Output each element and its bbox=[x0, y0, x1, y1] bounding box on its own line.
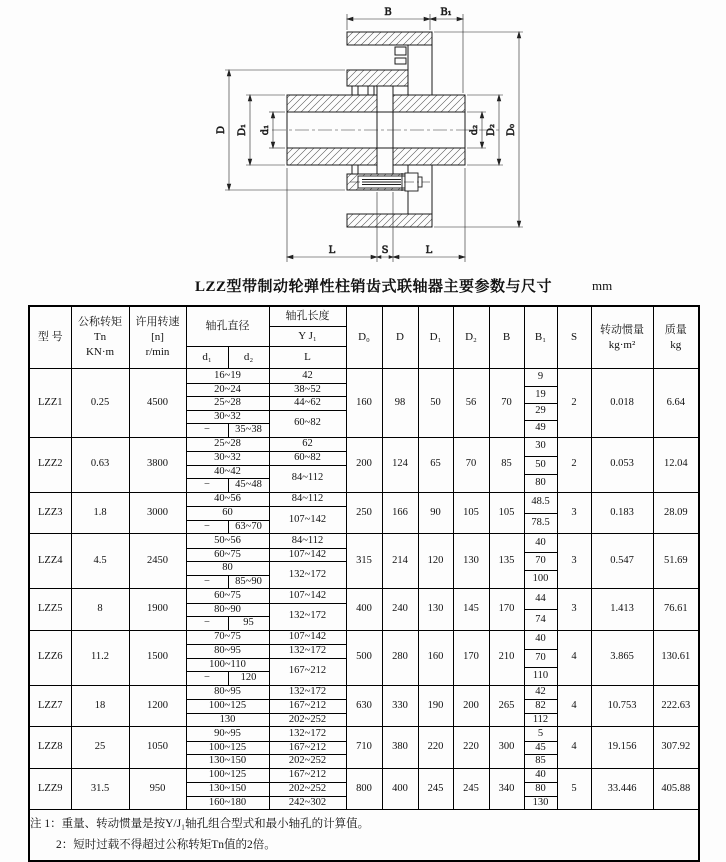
bore-subrow: 60 bbox=[187, 506, 269, 520]
bore-subrow bbox=[187, 616, 269, 630]
col-D: D bbox=[382, 306, 418, 369]
bore-subrow: 25~28 bbox=[187, 396, 269, 410]
cell-bore-length bbox=[269, 589, 346, 631]
cell-mass: 307.92 bbox=[653, 727, 699, 769]
cell-speed: 1050 bbox=[129, 727, 186, 769]
col-mass: 质量 kg bbox=[653, 306, 699, 369]
b1-subrow: 85 bbox=[525, 754, 557, 768]
cell-torque: 25 bbox=[71, 727, 129, 769]
bore-subrow: 25~28 bbox=[214, 438, 241, 449]
cell-D1: 130 bbox=[418, 589, 453, 631]
cell-D1: 245 bbox=[418, 768, 453, 810]
unit-label: mm bbox=[592, 278, 613, 293]
cell-S: 4 bbox=[557, 630, 591, 685]
col-S: S bbox=[557, 306, 591, 369]
dimension-B1 bbox=[430, 7, 463, 21]
cell-D2: 105 bbox=[453, 492, 489, 534]
cell-bore-length bbox=[269, 437, 346, 492]
note-1: 注 1：重量、转动惯量是按Y/J₁轴孔组合型式和最小轴孔的计算值。 bbox=[30, 817, 370, 830]
length-subrow: 202~252 bbox=[270, 782, 346, 796]
table-header-row bbox=[29, 306, 699, 369]
cell-S: 2 bbox=[557, 437, 591, 492]
cell-D: 400 bbox=[382, 768, 418, 810]
cell-torque: 1.8 bbox=[71, 492, 129, 534]
bore-subrow: 30~32 bbox=[187, 451, 269, 465]
col-D1: D₁ bbox=[418, 306, 453, 369]
cell-mass: 76.61 bbox=[653, 589, 699, 631]
bore-subrow: 60~75 bbox=[214, 589, 241, 601]
svg-text:L: L bbox=[425, 245, 433, 256]
cell-bore-diameter bbox=[186, 492, 269, 534]
cell-torque: 4.5 bbox=[71, 534, 129, 589]
bore-subrow: 80~90 bbox=[187, 603, 269, 617]
cell-bore-diameter bbox=[186, 768, 269, 810]
bore-d1-value: − bbox=[187, 617, 229, 630]
length-subrow: 132~172 bbox=[270, 644, 346, 658]
cell-D: 124 bbox=[382, 437, 418, 492]
col-model: 型 号 bbox=[29, 306, 71, 369]
cell-B1 bbox=[524, 492, 557, 534]
cell-D: 166 bbox=[382, 492, 418, 534]
bore-subrow bbox=[187, 575, 269, 589]
cell-D0: 200 bbox=[346, 437, 382, 492]
col-bore-length: 轴孔长度 Y J₁ L bbox=[269, 306, 346, 369]
length-subrow: 62 bbox=[302, 438, 313, 449]
cell-inertia: 1.413 bbox=[591, 589, 653, 631]
bore-subrow: 90~95 bbox=[214, 727, 241, 739]
cell-model: LZZ1 bbox=[29, 369, 71, 438]
b1-subrow: 80 bbox=[525, 782, 557, 796]
bore-d2-value: 120 bbox=[240, 672, 257, 683]
pin-bolt bbox=[350, 173, 430, 191]
b1-subrow: 130 bbox=[525, 796, 557, 810]
svg-text:D₀: D₀ bbox=[506, 123, 517, 137]
cell-speed: 1500 bbox=[129, 630, 186, 685]
cell-mass: 6.64 bbox=[653, 369, 699, 438]
cell-D2: 200 bbox=[453, 685, 489, 727]
table-row bbox=[29, 492, 699, 534]
length-subrow: 167~212 bbox=[270, 658, 346, 685]
cell-B: 340 bbox=[489, 768, 524, 810]
cell-D2: 170 bbox=[453, 630, 489, 685]
cell-D2: 56 bbox=[453, 369, 489, 438]
length-subrow: 242~302 bbox=[270, 796, 346, 810]
b1-subrow: 29 bbox=[525, 403, 557, 420]
length-subrow: 107~142 bbox=[288, 631, 327, 642]
bore-subrow: 50~56 bbox=[214, 534, 241, 546]
cell-bore-length bbox=[269, 369, 346, 438]
length-subrow: 132~172 bbox=[270, 603, 346, 630]
bore-subrow: 80~95 bbox=[214, 686, 241, 697]
length-subrow: 84~112 bbox=[291, 534, 324, 546]
cell-bore-diameter bbox=[186, 630, 269, 685]
cell-bore-length bbox=[269, 534, 346, 589]
table-row bbox=[29, 437, 699, 492]
cell-D: 98 bbox=[382, 369, 418, 438]
cell-D0: 500 bbox=[346, 630, 382, 685]
cell-speed: 950 bbox=[129, 768, 186, 810]
cell-D2: 145 bbox=[453, 589, 489, 631]
bore-subrow: 160~180 bbox=[187, 796, 269, 810]
cell-D1: 120 bbox=[418, 534, 453, 589]
svg-text:B: B bbox=[384, 7, 392, 18]
cell-mass: 130.61 bbox=[653, 630, 699, 685]
bore-subrow: 70~75 bbox=[214, 631, 241, 642]
cell-model: LZZ4 bbox=[29, 534, 71, 589]
cell-speed: 2450 bbox=[129, 534, 186, 589]
length-subrow: 44~62 bbox=[270, 396, 346, 410]
cell-torque: 8 bbox=[71, 589, 129, 631]
cell-mass: 28.09 bbox=[653, 492, 699, 534]
cell-model: LZZ8 bbox=[29, 727, 71, 769]
cell-D: 214 bbox=[382, 534, 418, 589]
cell-inertia: 19.156 bbox=[591, 727, 653, 769]
page-title: LZZ型带制动轮弹性柱销齿式联轴器主要参数与尺寸 bbox=[195, 279, 553, 295]
bore-subrow: 40~42 bbox=[187, 465, 269, 479]
b1-subrow: 42 bbox=[535, 686, 546, 697]
table-row bbox=[29, 534, 699, 589]
bore-subrow: 130~150 bbox=[187, 754, 269, 768]
cell-bore-diameter bbox=[186, 369, 269, 438]
col-speed: 许用转速 [n] r/min bbox=[129, 306, 186, 369]
bore-subrow: 30~32 bbox=[187, 410, 269, 424]
table-row bbox=[29, 685, 699, 727]
cell-D: 240 bbox=[382, 589, 418, 631]
bore-d1-value: − bbox=[187, 424, 229, 437]
cell-D1: 190 bbox=[418, 685, 453, 727]
svg-text:B₁: B₁ bbox=[440, 7, 452, 18]
length-subrow: 107~142 bbox=[270, 506, 346, 533]
cell-S: 3 bbox=[557, 492, 591, 534]
bore-subrow: 80 bbox=[187, 561, 269, 575]
bore-subrow bbox=[187, 671, 269, 685]
svg-text:D: D bbox=[216, 125, 227, 135]
title-row bbox=[0, 273, 726, 301]
cell-B: 85 bbox=[489, 437, 524, 492]
col-D0: D₀ bbox=[346, 306, 382, 369]
bore-d2-value: 45~48 bbox=[235, 479, 262, 490]
bore-d2-value: 85~90 bbox=[235, 575, 262, 587]
col-bore-diameter: 轴孔直径 d₁ d₂ bbox=[186, 306, 269, 369]
col-B: B bbox=[489, 306, 524, 369]
cell-torque: 31.5 bbox=[71, 768, 129, 810]
cell-torque: 0.63 bbox=[71, 437, 129, 492]
cell-torque: 11.2 bbox=[71, 630, 129, 685]
cell-B: 105 bbox=[489, 492, 524, 534]
cell-bore-diameter bbox=[186, 589, 269, 631]
cell-S: 4 bbox=[557, 727, 591, 769]
bore-subrow: 100~110 bbox=[187, 658, 269, 672]
length-subrow: 84~112 bbox=[291, 493, 324, 504]
cell-B: 210 bbox=[489, 630, 524, 685]
b1-subrow: 70 bbox=[525, 649, 557, 667]
cell-inertia: 10.753 bbox=[591, 685, 653, 727]
cell-S: 3 bbox=[557, 589, 591, 631]
cell-D0: 710 bbox=[346, 727, 382, 769]
cell-B: 135 bbox=[489, 534, 524, 589]
cell-speed: 4500 bbox=[129, 369, 186, 438]
cell-D1: 160 bbox=[418, 630, 453, 685]
note-2: 2：短时过载不得超过公称转矩Tn值的2倍。 bbox=[56, 839, 276, 851]
cell-D: 380 bbox=[382, 727, 418, 769]
cell-D0: 160 bbox=[346, 369, 382, 438]
b1-subrow: 5 bbox=[537, 727, 544, 739]
bore-subrow bbox=[187, 423, 269, 437]
cell-S: 3 bbox=[557, 534, 591, 589]
bore-d2-value: 95 bbox=[243, 617, 254, 628]
length-subrow: 167~212 bbox=[270, 741, 346, 755]
cell-B: 265 bbox=[489, 685, 524, 727]
col-torque: 公称转矩 Tn KN·m bbox=[71, 306, 129, 369]
cell-B1 bbox=[524, 437, 557, 492]
cell-D0: 400 bbox=[346, 589, 382, 631]
col-inertia: 转动惯量 kg·m² bbox=[591, 306, 653, 369]
cell-B1 bbox=[524, 768, 557, 810]
cell-D1: 90 bbox=[418, 492, 453, 534]
b1-subrow: 70 bbox=[525, 552, 557, 570]
bore-d2-value: 63~70 bbox=[235, 520, 262, 532]
cell-speed: 3000 bbox=[129, 492, 186, 534]
svg-text:L: L bbox=[328, 245, 336, 256]
b1-subrow: 30 bbox=[535, 440, 546, 452]
cell-bore-diameter bbox=[186, 685, 269, 727]
b1-subrow: 40 bbox=[535, 536, 546, 548]
length-subrow: 202~252 bbox=[270, 754, 346, 768]
cell-bore-length bbox=[269, 630, 346, 685]
cell-torque: 0.25 bbox=[71, 369, 129, 438]
b1-subrow: 40 bbox=[535, 769, 546, 780]
cell-torque: 18 bbox=[71, 685, 129, 727]
cell-D1: 220 bbox=[418, 727, 453, 769]
cell-S: 2 bbox=[557, 369, 591, 438]
cell-D: 280 bbox=[382, 630, 418, 685]
cell-bore-diameter bbox=[186, 437, 269, 492]
bore-subrow: 130 bbox=[187, 713, 269, 727]
cell-bore-diameter bbox=[186, 727, 269, 769]
length-subrow: 84~112 bbox=[270, 465, 346, 492]
b1-subrow: 100 bbox=[525, 570, 557, 588]
bore-d1-value: − bbox=[187, 521, 229, 534]
cell-mass: 222.63 bbox=[653, 685, 699, 727]
cell-inertia: 33.446 bbox=[591, 768, 653, 810]
svg-text:D₂: D₂ bbox=[486, 123, 497, 137]
cell-mass: 12.04 bbox=[653, 437, 699, 492]
cell-mass: 51.69 bbox=[653, 534, 699, 589]
coupling-drawing bbox=[0, 0, 726, 268]
bore-subrow: 100~125 bbox=[187, 699, 269, 713]
cell-D: 330 bbox=[382, 685, 418, 727]
bore-subrow: 80~95 bbox=[187, 644, 269, 658]
notes-row bbox=[29, 810, 699, 862]
cell-D2: 220 bbox=[453, 727, 489, 769]
cell-S: 5 bbox=[557, 768, 591, 810]
b1-subrow: 74 bbox=[525, 609, 557, 629]
table-row bbox=[29, 369, 699, 438]
bore-subrow: 20~24 bbox=[187, 383, 269, 397]
cell-bore-length bbox=[269, 685, 346, 727]
length-subrow: 107~142 bbox=[288, 589, 327, 601]
length-subrow: 38~52 bbox=[270, 383, 346, 397]
table-row bbox=[29, 768, 699, 810]
cell-mass: 405.88 bbox=[653, 768, 699, 810]
table-row bbox=[29, 630, 699, 685]
cell-B1 bbox=[524, 589, 557, 631]
b1-subrow: 50 bbox=[525, 456, 557, 474]
table-row bbox=[29, 727, 699, 769]
cell-bore-length bbox=[269, 727, 346, 769]
cell-speed: 3800 bbox=[129, 437, 186, 492]
bore-subrow bbox=[187, 520, 269, 534]
cell-speed: 1900 bbox=[129, 589, 186, 631]
b1-subrow: 40 bbox=[535, 633, 546, 645]
bore-d2-value: 35~38 bbox=[235, 424, 262, 435]
length-subrow: 107~142 bbox=[270, 548, 346, 562]
cell-model: LZZ7 bbox=[29, 685, 71, 727]
b1-subrow: 44 bbox=[535, 592, 546, 604]
cell-B1 bbox=[524, 534, 557, 589]
length-subrow: 60~82 bbox=[270, 451, 346, 465]
bore-d1-value: − bbox=[187, 479, 229, 492]
cell-B: 70 bbox=[489, 369, 524, 438]
cell-D0: 630 bbox=[346, 685, 382, 727]
svg-text:d₁: d₁ bbox=[260, 124, 271, 136]
cell-inertia: 0.183 bbox=[591, 492, 653, 534]
cell-B1 bbox=[524, 727, 557, 769]
cell-D1: 50 bbox=[418, 369, 453, 438]
cell-inertia: 0.018 bbox=[591, 369, 653, 438]
svg-text:S: S bbox=[381, 245, 389, 256]
b1-subrow: 45 bbox=[525, 741, 557, 755]
cell-D0: 250 bbox=[346, 492, 382, 534]
cell-speed: 1200 bbox=[129, 685, 186, 727]
length-subrow: 202~252 bbox=[270, 713, 346, 727]
cell-B1 bbox=[524, 685, 557, 727]
b1-subrow: 49 bbox=[525, 420, 557, 437]
cell-D2: 130 bbox=[453, 534, 489, 589]
cell-D2: 245 bbox=[453, 768, 489, 810]
bore-d1-value: − bbox=[187, 576, 229, 589]
svg-text:d₂: d₂ bbox=[469, 124, 480, 136]
length-subrow: 60~82 bbox=[270, 410, 346, 437]
cell-inertia: 0.053 bbox=[591, 437, 653, 492]
b1-subrow: 80 bbox=[525, 474, 557, 492]
cell-D0: 315 bbox=[346, 534, 382, 589]
col-D2: D₂ bbox=[453, 306, 489, 369]
cell-model: LZZ2 bbox=[29, 437, 71, 492]
length-subrow: 42 bbox=[302, 369, 313, 381]
cell-B1 bbox=[524, 630, 557, 685]
cell-model: LZZ9 bbox=[29, 768, 71, 810]
length-subrow: 132~172 bbox=[288, 727, 327, 739]
cell-model: LZZ3 bbox=[29, 492, 71, 534]
col-B1: B₁ bbox=[524, 306, 557, 369]
bore-subrow: 100~125 bbox=[208, 769, 247, 780]
cell-inertia: 3.865 bbox=[591, 630, 653, 685]
bore-subrow: 130~150 bbox=[187, 782, 269, 796]
length-subrow: 167~212 bbox=[270, 699, 346, 713]
b1-subrow: 9 bbox=[537, 371, 544, 383]
cell-inertia: 0.547 bbox=[591, 534, 653, 589]
cell-D1: 65 bbox=[418, 437, 453, 492]
b1-subrow: 82 bbox=[525, 699, 557, 713]
b1-subrow: 110 bbox=[525, 667, 557, 685]
cell-bore-diameter bbox=[186, 534, 269, 589]
cell-B: 300 bbox=[489, 727, 524, 769]
b1-subrow: 78.5 bbox=[525, 513, 557, 533]
cell-bore-length bbox=[269, 492, 346, 534]
bore-d1-value: − bbox=[187, 672, 229, 685]
svg-text:D₁: D₁ bbox=[237, 123, 248, 137]
cell-bore-length bbox=[269, 768, 346, 810]
notes-cell bbox=[29, 810, 699, 862]
cell-D2: 70 bbox=[453, 437, 489, 492]
bore-subrow: 60~75 bbox=[187, 548, 269, 562]
cell-model: LZZ5 bbox=[29, 589, 71, 631]
spec-table bbox=[28, 305, 700, 862]
bore-subrow: 40~56 bbox=[214, 493, 241, 504]
bore-subrow: 100~125 bbox=[187, 741, 269, 755]
b1-subrow: 112 bbox=[525, 713, 557, 727]
bore-subrow: 16~19 bbox=[214, 369, 241, 381]
b1-subrow: 48.5 bbox=[531, 496, 550, 508]
length-subrow: 132~172 bbox=[288, 686, 327, 697]
length-subrow: 132~172 bbox=[270, 561, 346, 588]
cell-D0: 800 bbox=[346, 768, 382, 810]
bore-subrow bbox=[187, 478, 269, 492]
cell-B: 170 bbox=[489, 589, 524, 631]
table-row bbox=[29, 589, 699, 631]
cell-model: LZZ6 bbox=[29, 630, 71, 685]
b1-subrow: 19 bbox=[525, 386, 557, 403]
cell-B1 bbox=[524, 369, 557, 438]
cell-S: 4 bbox=[557, 685, 591, 727]
length-subrow: 167~212 bbox=[288, 769, 327, 780]
